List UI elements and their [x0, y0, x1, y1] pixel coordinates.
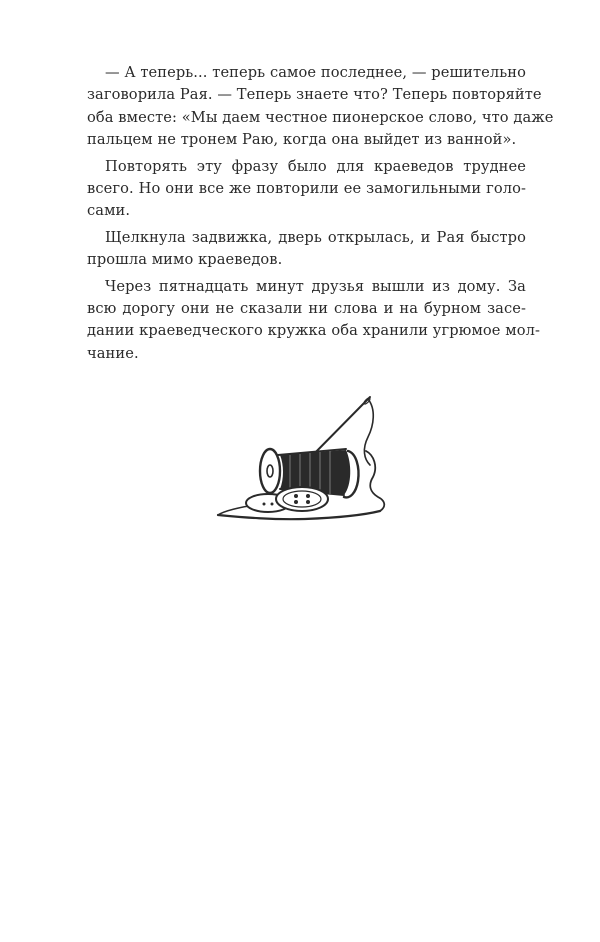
body-text — [87, 62, 554, 369]
paragraph-2 — [87, 156, 526, 223]
text-line: — А теперь... теперь самое последнее, — решительно — [105, 64, 526, 81]
text-line: всего. Но они все же повторили ее замогильными голо- — [87, 180, 526, 198]
text-line: сами. — [87, 202, 131, 220]
paragraph-1 — [87, 62, 554, 152]
text-line: Через пятнадцать минут друзья вышли из дому. За — [105, 277, 526, 295]
text-line: прошла мимо краеведов. — [87, 251, 283, 269]
text-line: дании краеведческого кружка оба хранили угрюмое мол- — [87, 322, 541, 340]
text-line: чание. — [87, 344, 139, 362]
spool-needle-buttons-icon — [210, 393, 390, 533]
text-line: Щелкнула задвижка, дверь открылась, и Рая быстро — [105, 228, 526, 246]
text-line: оба вместе: «Мы даем честное пионерское слово, что даже — [87, 108, 554, 126]
text-line: пальцем не тронем Раю, когда она выйдет из ванной». — [87, 131, 517, 149]
paragraph-4 — [87, 276, 541, 366]
text-line: заговорила Рая. — Теперь знаете что? Теперь повторяйте — [87, 86, 542, 104]
text-line: Повторять эту фразу было для краеведов труднее — [105, 157, 526, 175]
paragraph-3 — [87, 227, 526, 272]
text-line: всю дорогу они не сказали ни слова и на бурном засе- — [87, 300, 526, 318]
